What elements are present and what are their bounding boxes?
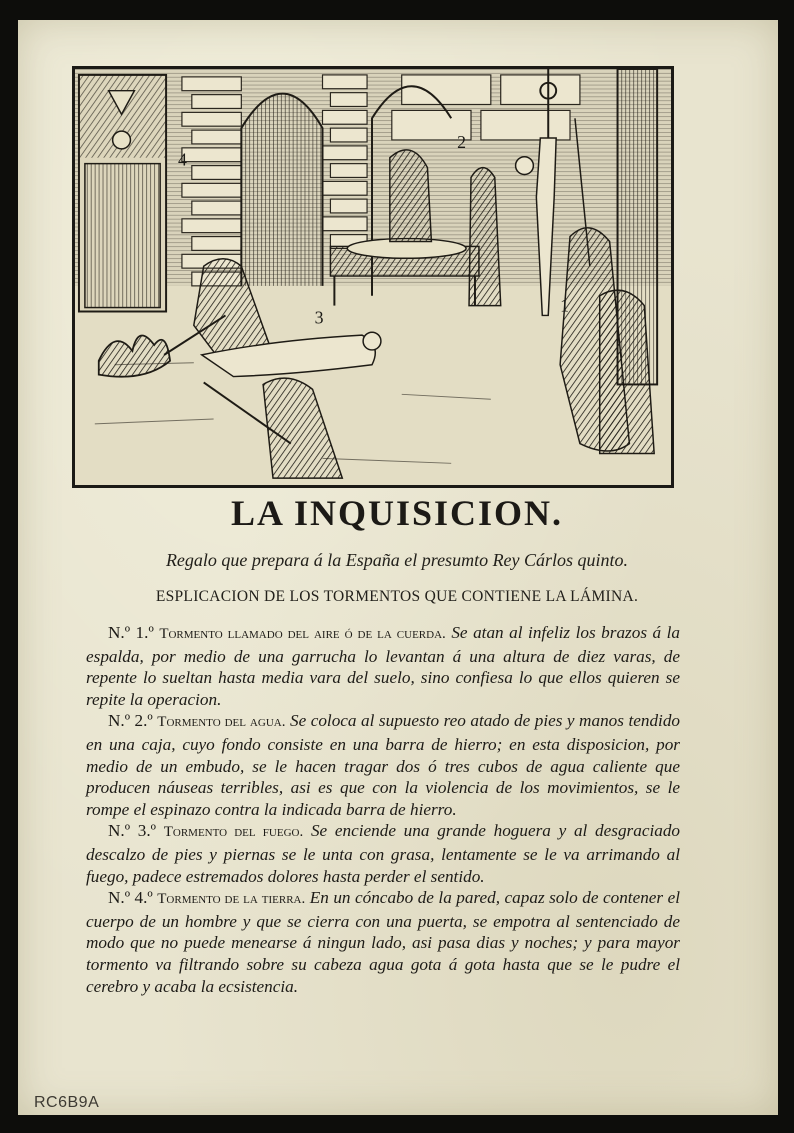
torment-number: N.º 4.º [108,888,153,908]
torment-name: Tormento de la tierra. [157,891,306,908]
label-number-2: 2 [457,131,467,152]
page-title: LA INQUISICION. [230,493,564,533]
label-number-4: 4 [177,149,187,170]
torments-list [86,622,680,997]
torment-name: Tormento llamado del aire ó de la cuerda. [159,626,446,642]
torment-entry-1 [86,622,680,710]
label-number-1: 1 [560,295,570,316]
label-number-3: 3 [314,307,324,328]
torment-description: Se atan al infeliz los brazos á la espalda, por medio de una garrucha lo levantan á una altura de diez varas, de repente lo sueltan hasta media vara del suelo, sino confiesa lo que ellos quieren se repite la operacion. [86,623,681,709]
torment-number: N.º 3.º [108,821,156,841]
torment-name: Tormento del agua. [157,714,286,731]
torment-description: En un cóncabo de la pared, capaz solo de contener el cuerpo de un hombre y que se cierra con una puerta, se empotra al sentenciado de modo que no puede menearse á ningun lado, asi pasa dias y noches; y para mayor tormento va filtrando sobre su cabeza agua gota á gota hasta que se le pudre el cerebro y acaba la ecsistencia. [86,888,680,996]
torment-entry-4 [86,887,680,997]
torment-number: N.º 2.º [108,711,153,731]
torment-description: Se coloca al supuesto reo atado de pies y manos tendido en una caja, cuyo fondo consiste en una barra de hierro; en esta disposicion, por medio de un embudo, se le hacen tragar dos ó tres cubos de agua caliente que producen náuseas terribles, asi es que con la violencia de los movimientos, se le rompe el espinazo contra la indicada barra de hierro. [86,711,681,819]
section-heading: ESPLICACION DE LOS TORMENTOS QUE CONTIENE LA LÁMINA. [155,588,639,605]
torment-description: Se enciende una grande hoguera y al desgraciado descalzo de pies y piernas se le unta con grasa, lentamente se le va arrimando al fuego, padece estremados dolores hasta perder el sentido. [86,821,681,886]
catalog-mark: RC6B9A [34,1094,100,1111]
engraving-illustration [75,69,671,485]
torment-name: Tormento del fuego. [163,824,304,841]
torment-entry-2 [86,710,680,820]
inquisition-engraving [72,66,674,488]
subtitle: Regalo que prepara á la España el presumto Rey Cárlos quinto. [165,550,629,570]
torment-entry-3 [86,820,680,887]
torment-number: N.º 1.º [108,623,154,642]
